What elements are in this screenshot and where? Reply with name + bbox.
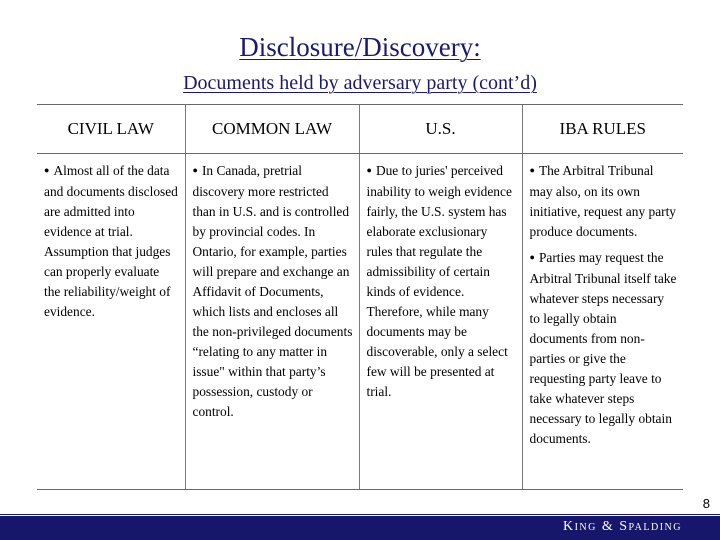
header-us: U.S. [359,105,522,154]
bullet-icon: ● [366,165,372,175]
slide-subtitle: Documents held by adversary party (cont’d) [183,72,537,94]
footer-divider [0,514,720,515]
bullet-icon: ● [529,165,535,175]
header-iba-rules: IBA RULES [522,105,683,154]
footer-bar [0,516,720,540]
table-body-row [37,154,683,490]
cell-civil-law [37,154,185,490]
table-header-row [37,105,683,154]
cell-us [359,154,522,490]
bullet-icon: ● [44,165,50,175]
bullet-icon: ● [529,252,535,262]
cell-iba-rules [522,154,683,490]
list-item: ● In Canada, pretrial discovery more restricted than in U.S. and is controlled by provincial codes. In Ontario, for example, parties will prepare and exchange an Affidavit of Documents, which lists and encloses all the non-privileged documents “relating to any matter in issue" within that party’s possession, custody or control. [192,163,353,419]
header-common-law: COMMON LAW [185,105,359,154]
cell-common-law [185,154,359,490]
list-item: ● Almost all of the data and documents disclosed are admitted into evidence at trial. Assumption that judges can properly evaluate the reliability/weight of evidence. [44,163,178,319]
bullet-icon: ● [192,165,198,175]
list-item: ● Due to juries' perceived inability to weigh evidence fairly, the U.S. system has elaborate exclusionary rules that regulate the admissibility of certain kinds of evidence. Therefore, while many documents may be discoverable, only a select few will be presented at trial. [366,163,512,399]
slide-title: Disclosure/Discovery: [239,32,481,62]
list-item: ● Parties may request the Arbitral Tribunal itself take whatever steps necessary to legally obtain documents from non-parties or give the requesting party leave to take whatever steps necessary to legally obtain documents. [529,250,677,446]
header-civil-law: CIVIL LAW [37,105,185,154]
comparison-table [37,104,683,490]
firm-logo: King & Spalding [562,519,682,534]
page-number: 8 [702,496,710,511]
list-item: ● The Arbitral Tribunal may also, on its own initiative, request any party produce documents. [529,163,677,239]
